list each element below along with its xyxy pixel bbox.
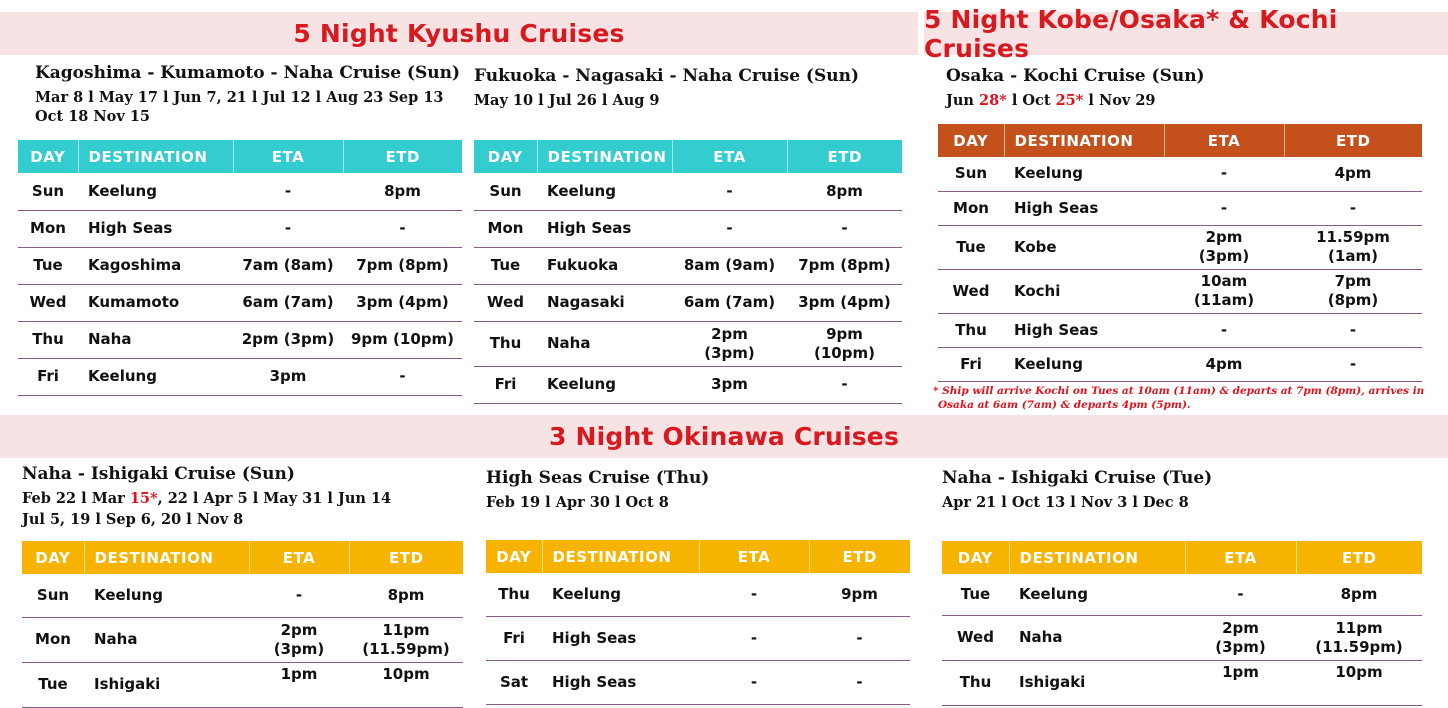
cell-destination: Keelung <box>1004 157 1164 191</box>
header-day: DAY <box>474 140 537 173</box>
eta-line: (3pm) <box>273 639 325 658</box>
table-row <box>18 173 462 210</box>
header-etd: ETD <box>349 541 463 574</box>
cell-eta <box>1185 615 1296 660</box>
itinerary-table-naha-tue <box>942 541 1422 706</box>
cell-eta: - <box>233 210 343 247</box>
itinerary-table-highseas <box>486 540 910 705</box>
table-row <box>938 225 1422 269</box>
itinerary-table-naha-sun <box>22 541 463 708</box>
etd-line: (11.59pm) <box>362 639 450 658</box>
header-etd: ETD <box>1284 124 1422 157</box>
cruise-title: Fukuoka - Nagasaki - Naha Cruise (Sun) <box>474 66 860 86</box>
dates-line: Mar 8 l May 17 l Jun 7, 21 l Jul 12 l Aug 23 Sep 13 <box>35 89 444 106</box>
etd-line: 11.59pm <box>1316 228 1390 246</box>
cruise-dates <box>946 90 1205 112</box>
cell-destination: Naha <box>537 321 672 366</box>
header-destination: DESTINATION <box>78 140 233 173</box>
cell-etd: 8pm <box>1296 574 1422 615</box>
etd-line: 11pm <box>1335 618 1383 637</box>
table-row <box>474 210 902 247</box>
table-header-row <box>18 140 462 173</box>
cell-eta: 6am (7am) <box>233 284 343 321</box>
cell-day: Thu <box>942 660 1009 705</box>
header-day: DAY <box>18 140 78 173</box>
cell-eta <box>249 617 349 662</box>
cell-destination: Fukuoka <box>537 247 672 284</box>
cell-day: Tue <box>938 225 1004 269</box>
cruise-title: Naha - Ishigaki Cruise (Tue) <box>942 468 1213 488</box>
cell-etd <box>1296 615 1422 660</box>
cell-destination: Keelung <box>537 366 672 403</box>
cell-destination: Keelung <box>542 573 699 616</box>
table-row <box>474 173 902 210</box>
etd-line: 7pm <box>1334 272 1372 290</box>
section-band-okinawa <box>0 415 1448 458</box>
etd-line: 9pm <box>826 324 863 343</box>
cell-day: Sun <box>474 173 537 210</box>
dates-highlight: 25* <box>1055 92 1084 109</box>
cell-destination: Naha <box>84 617 249 662</box>
cell-destination: Kagoshima <box>78 247 233 284</box>
cell-etd: - <box>787 210 902 247</box>
cell-etd: - <box>1284 313 1422 347</box>
cell-etd: - <box>1284 191 1422 225</box>
table-row <box>942 574 1422 615</box>
table-row <box>938 157 1422 191</box>
cruise-osaka-header <box>946 66 1205 112</box>
cell-destination: Naha <box>1009 615 1185 660</box>
cell-day: Fri <box>486 616 542 660</box>
cell-day: Mon <box>474 210 537 247</box>
dates-line: Jul 5, 19 l Sep 6, 20 l Nov 8 <box>22 511 244 528</box>
cruise-dates: Apr 21 l Oct 13 l Nov 3 l Dec 8 <box>942 494 1189 511</box>
header-eta: ETA <box>249 541 349 574</box>
cell-day: Mon <box>18 210 78 247</box>
header-etd: ETD <box>1296 541 1422 574</box>
header-destination: DESTINATION <box>542 540 699 573</box>
dates-text: , 22 l Apr 5 l May 31 l Jun 14 <box>157 490 392 507</box>
table-row <box>474 366 902 403</box>
cell-day: Tue <box>474 247 537 284</box>
cell-etd: - <box>1284 347 1422 381</box>
dates-text: Jun <box>946 92 979 109</box>
cell-eta: 3pm <box>672 366 787 403</box>
table-row <box>486 616 910 660</box>
cell-eta: - <box>249 574 349 617</box>
cell-day: Thu <box>938 313 1004 347</box>
cell-etd: 9pm (10pm) <box>343 321 462 358</box>
cruise-title: Naha - Ishigaki Cruise (Sun) <box>22 464 295 484</box>
cell-destination: High Seas <box>542 616 699 660</box>
cell-eta: - <box>672 210 787 247</box>
header-destination: DESTINATION <box>1004 124 1164 157</box>
header-day: DAY <box>938 124 1004 157</box>
cell-destination: Keelung <box>1009 574 1185 615</box>
cell-eta: - <box>699 660 809 704</box>
cell-day: Mon <box>938 191 1004 225</box>
table-row <box>22 574 463 617</box>
cell-day: Thu <box>474 321 537 366</box>
cell-day: Wed <box>18 284 78 321</box>
cell-eta: 6am (7am) <box>672 284 787 321</box>
header-destination: DESTINATION <box>1009 541 1185 574</box>
table-row <box>938 347 1422 381</box>
cell-day: Tue <box>18 247 78 284</box>
cell-destination: Kobe <box>1004 225 1164 269</box>
header-eta: ETA <box>1185 541 1296 574</box>
header-etd: ETD <box>343 140 462 173</box>
cell-eta: - <box>1185 574 1296 615</box>
table-row <box>938 269 1422 313</box>
cell-etd: 10pm <box>1296 660 1422 705</box>
cell-etd: 3pm (4pm) <box>787 284 902 321</box>
table-row <box>22 662 463 707</box>
cell-eta: - <box>699 573 809 616</box>
cell-day: Tue <box>942 574 1009 615</box>
cell-destination: High Seas <box>542 660 699 704</box>
cell-day: Wed <box>938 269 1004 313</box>
cell-day: Mon <box>22 617 84 662</box>
section-band-kobe <box>924 4 1448 63</box>
cruise-dates <box>22 488 391 531</box>
cell-day: Sat <box>486 660 542 704</box>
cell-day: Fri <box>938 347 1004 381</box>
table-row <box>938 313 1422 347</box>
cell-etd: 8pm <box>349 574 463 617</box>
cell-etd: - <box>343 358 462 395</box>
section-title-kyushu: 5 Night Kyushu Cruises <box>293 19 625 48</box>
cell-eta: 3pm <box>233 358 343 395</box>
cell-etd: - <box>343 210 462 247</box>
dates-line: Oct 18 Nov 15 <box>35 108 151 125</box>
table-header-row <box>942 541 1422 574</box>
header-eta: ETA <box>1164 124 1284 157</box>
cell-etd: - <box>787 366 902 403</box>
cell-day: Thu <box>486 573 542 616</box>
cruise-title: Kagoshima - Kumamoto - Naha Cruise (Sun) <box>35 63 461 83</box>
header-eta: ETA <box>699 540 809 573</box>
header-destination: DESTINATION <box>84 541 249 574</box>
cell-etd: 7pm (8pm) <box>787 247 902 284</box>
cell-destination: Nagasaki <box>537 284 672 321</box>
cell-eta <box>672 321 787 366</box>
cell-etd <box>349 617 463 662</box>
cell-eta: - <box>1164 313 1284 347</box>
cruise-title: Osaka - Kochi Cruise (Sun) <box>946 66 1205 86</box>
cell-destination: Kochi <box>1004 269 1164 313</box>
cell-destination: Ishigaki <box>84 662 249 707</box>
cell-etd: 7pm (8pm) <box>343 247 462 284</box>
cell-destination: High Seas <box>78 210 233 247</box>
cell-day: Wed <box>474 284 537 321</box>
cruise-dates <box>35 87 460 128</box>
cell-eta: 1pm <box>1185 660 1296 705</box>
cell-destination: High Seas <box>537 210 672 247</box>
table-row <box>18 284 462 321</box>
cell-etd: - <box>809 660 910 704</box>
dates-text: l Nov 29 <box>1083 92 1156 109</box>
cell-eta: 7am (8am) <box>233 247 343 284</box>
cell-etd: 3pm (4pm) <box>343 284 462 321</box>
cell-destination: Naha <box>78 321 233 358</box>
cell-destination: Keelung <box>78 173 233 210</box>
cell-day: Sun <box>938 157 1004 191</box>
cell-day: Sun <box>22 574 84 617</box>
eta-line: (3pm) <box>1215 637 1266 656</box>
cruise-naha-sun-header <box>22 464 391 531</box>
table-header-row <box>474 140 902 173</box>
cell-eta: - <box>233 173 343 210</box>
cell-etd: 8pm <box>343 173 462 210</box>
cell-day: Fri <box>474 366 537 403</box>
cell-etd: 4pm <box>1284 157 1422 191</box>
cell-eta: - <box>1164 157 1284 191</box>
cell-destination: High Seas <box>1004 191 1164 225</box>
dates-text: l Oct <box>1006 92 1056 109</box>
cell-etd: - <box>809 616 910 660</box>
table-row <box>474 247 902 284</box>
table-header-row <box>938 124 1422 157</box>
dates-highlight: 15* <box>129 490 158 507</box>
table-row <box>486 660 910 704</box>
table-row <box>474 284 902 321</box>
header-etd: ETD <box>787 140 902 173</box>
cell-eta: 1pm <box>249 662 349 707</box>
cruise-naha-tue-header <box>942 468 1212 514</box>
footnote-line: * Ship will arrive Kochi on Tues at 10am (11am) & departs at 7pm (8pm), arrives in <box>933 385 1425 397</box>
cell-destination: Ishigaki <box>1009 660 1185 705</box>
cell-day: Thu <box>18 321 78 358</box>
eta-line: 2pm <box>280 620 318 639</box>
table-row <box>486 573 910 616</box>
table-row <box>22 617 463 662</box>
cell-day: Tue <box>22 662 84 707</box>
dates-line <box>22 488 391 510</box>
cell-etd: 9pm <box>809 573 910 616</box>
section-title-okinawa: 3 Night Okinawa Cruises <box>548 422 900 451</box>
cell-destination: Keelung <box>78 358 233 395</box>
header-etd: ETD <box>809 540 910 573</box>
table-header-row <box>486 540 910 573</box>
cruise-dates: May 10 l Jul 26 l Aug 9 <box>474 92 660 109</box>
dates-text: Feb 22 l Mar <box>22 490 130 507</box>
eta-line: 2pm <box>711 324 748 343</box>
eta-line: (3pm) <box>704 343 755 362</box>
table-header-row <box>22 541 463 574</box>
header-eta: ETA <box>233 140 343 173</box>
cell-day: Sun <box>18 173 78 210</box>
eta-line: 2pm <box>1222 618 1259 637</box>
cell-eta: - <box>699 616 809 660</box>
cell-etd <box>1284 269 1422 313</box>
cruise-highseas-header <box>486 468 709 514</box>
cell-etd <box>1284 225 1422 269</box>
eta-line: 10am <box>1200 272 1248 290</box>
cell-eta: 2pm (3pm) <box>233 321 343 358</box>
cell-eta: 8am (9am) <box>672 247 787 284</box>
cell-destination: Kumamoto <box>78 284 233 321</box>
itinerary-table-osaka <box>938 124 1422 382</box>
dates-highlight: 28* <box>979 92 1007 109</box>
section-band-kyushu <box>0 12 918 55</box>
cruise-dates: Feb 19 l Apr 30 l Oct 8 <box>486 494 669 511</box>
etd-line: (10pm) <box>814 343 875 362</box>
table-row <box>938 191 1422 225</box>
cell-eta: - <box>672 173 787 210</box>
footnote <box>933 384 1433 412</box>
cell-etd <box>787 321 902 366</box>
cell-destination: Keelung <box>84 574 249 617</box>
eta-line: (3pm) <box>1198 247 1250 265</box>
itinerary-table-kagoshima <box>18 140 462 396</box>
cruise-fukuoka-header <box>474 66 859 112</box>
footnote-line: Osaka at 6am (7am) & departs 4pm (5pm). <box>938 399 1191 411</box>
cell-day: Fri <box>18 358 78 395</box>
eta-line: 2pm <box>1205 228 1243 246</box>
cell-eta: - <box>1164 191 1284 225</box>
table-row <box>474 321 902 366</box>
table-row <box>942 615 1422 660</box>
section-title-kobe: 5 Night Kobe/Osaka* & Kochi Cruises <box>924 4 1338 63</box>
etd-line: 11pm <box>382 620 430 639</box>
header-day: DAY <box>942 541 1009 574</box>
itinerary-table-fukuoka <box>474 140 902 404</box>
cruise-title: High Seas Cruise (Thu) <box>486 468 710 488</box>
table-row <box>18 247 462 284</box>
header-destination: DESTINATION <box>537 140 672 173</box>
cruise-kagoshima-header <box>35 63 460 128</box>
cell-destination: Keelung <box>537 173 672 210</box>
table-row <box>18 210 462 247</box>
cell-etd: 8pm <box>787 173 902 210</box>
etd-line: (8pm) <box>1327 291 1379 309</box>
eta-line: (11am) <box>1193 291 1255 309</box>
header-day: DAY <box>22 541 84 574</box>
etd-line: (1am) <box>1328 247 1378 265</box>
cell-day: Wed <box>942 615 1009 660</box>
cell-eta <box>1164 269 1284 313</box>
cell-eta: 4pm <box>1164 347 1284 381</box>
cell-eta <box>1164 225 1284 269</box>
cell-etd: 10pm <box>349 662 463 707</box>
header-day: DAY <box>486 540 542 573</box>
cell-destination: Keelung <box>1004 347 1164 381</box>
table-row <box>18 358 462 395</box>
header-eta: ETA <box>672 140 787 173</box>
cell-destination: High Seas <box>1004 313 1164 347</box>
table-row <box>18 321 462 358</box>
etd-line: (11.59pm) <box>1315 637 1403 656</box>
table-row <box>942 660 1422 705</box>
